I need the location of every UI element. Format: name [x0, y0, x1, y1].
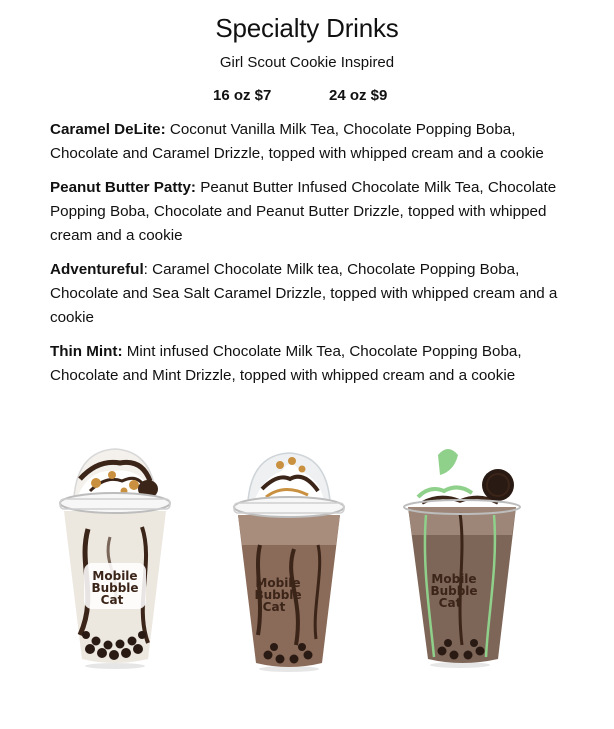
cup-brand-line-3: Cat	[100, 593, 124, 607]
thin-mint-cup-image	[400, 445, 530, 670]
cup-brand-line-2: Bubble	[254, 588, 302, 602]
peanut-butter-patty-cup-image	[224, 449, 354, 674]
cup-brand-line-2: Bubble	[430, 584, 478, 598]
drink-name: Caramel DeLite:	[50, 121, 166, 138]
cup-brand-line-2: Bubble	[91, 581, 139, 595]
drink-description: Coconut Vanilla Milk Tea, Chocolate Popping Boba, Chocolate and Caramel Drizzle, topped with whipped cream and a cookie	[50, 121, 544, 162]
drink-description: : Caramel Chocolate Milk tea, Chocolate Popping Boba, Chocolate and Sea Salt Caramel Drizzle, topped with whipped cream and a cookie	[50, 261, 558, 326]
cup-brand-line-3: Cat	[262, 600, 286, 614]
drink-name: Peanut Butter Patty:	[50, 179, 196, 196]
drink-list	[50, 118, 565, 398]
cup-brand-line-1: Mobile	[431, 572, 477, 586]
cup-brand-line-3: Cat	[438, 596, 462, 610]
drink-thin-mint	[50, 340, 565, 388]
drink-description: Peanut Butter Infused Chocolate Milk Tea, Chocolate Popping Boba, Chocolate and Peanut Butter Drizzle, topped with whipped cream and a cookie	[50, 179, 557, 244]
drink-peanut-butter-patty	[50, 176, 565, 248]
cup-brand-line-1: Mobile	[92, 569, 138, 583]
drink-caramel-delite	[50, 118, 565, 166]
page-subtitle: Girl Scout Cookie Inspired	[219, 54, 395, 71]
caramel-delite-cup-image	[50, 445, 180, 670]
price-24oz: 24 oz $9	[329, 87, 388, 104]
drink-description: Mint infused Chocolate Milk Tea, Chocolate Popping Boba, Chocolate and Mint Drizzle, topped with whipped cream and a cookie	[50, 343, 522, 384]
drink-name: Thin Mint:	[50, 343, 123, 360]
drink-name: Adventureful	[50, 261, 144, 278]
cup-brand-line-1: Mobile	[255, 576, 301, 590]
page-title: Specialty Drinks	[215, 13, 399, 43]
price-16oz: 16 oz $7	[213, 87, 272, 104]
drink-adventureful	[50, 258, 565, 330]
drink-photos	[0, 445, 614, 675]
